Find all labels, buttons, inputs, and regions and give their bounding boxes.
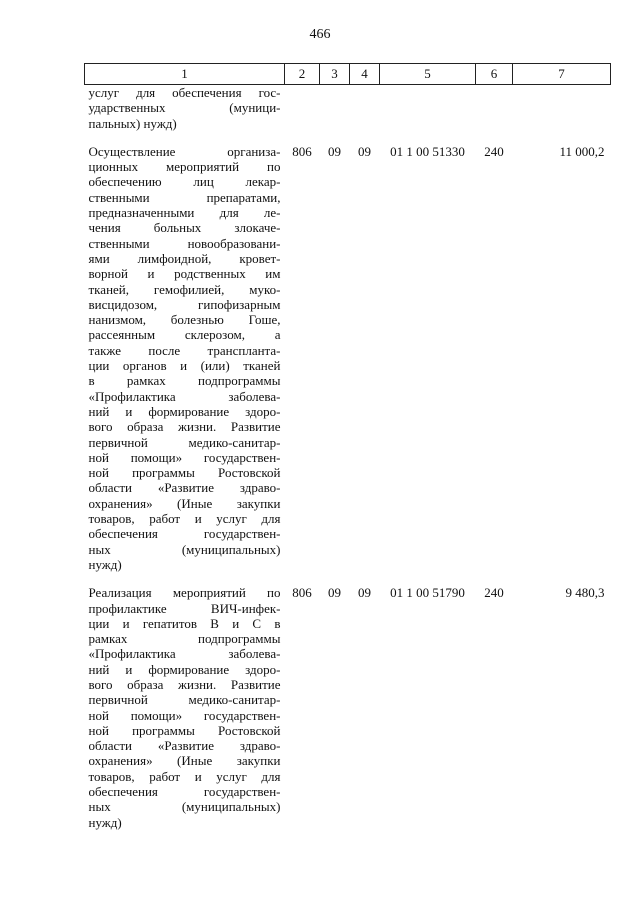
table-row [85,85,611,131]
name-line-last: нужд) [88,556,122,572]
name-line: обеспечения государствен- [88,784,281,800]
cell-expense-type: 240 [484,585,504,601]
name-line: ной программы Ростовской [88,722,281,738]
name-line: ной помощи» государствен- [88,707,281,723]
name-line: первичной медико-санитар- [88,692,281,708]
row-name-cell [85,85,285,131]
row-spacer [85,572,611,585]
name-line: «Профилактика заболева- [88,646,281,662]
name-line: ной помощи» государствен- [88,449,281,465]
name-line: тканей, гемофилией, муко- [88,281,281,297]
name-line: рамках подпрограммы [88,631,281,647]
cell-admin-code: 806 [292,143,312,159]
header-col-7: 7 [513,64,611,85]
cell-expense-type: 240 [484,143,504,159]
name-line: вого образа жизни. Развитие [88,419,281,435]
header-col-3: 3 [320,64,350,85]
name-line: ных (муниципальных) [88,799,281,815]
name-line: ний и формирование здоро- [88,661,281,677]
name-line: охранения» (Иные закупки [88,495,281,511]
cell-subsection: 09 [358,143,371,159]
name-line: ний и формирование здоро- [88,403,281,419]
cell-amount: 11 000,2 [559,143,605,159]
name-line: висцидозом, гипофизарным [88,296,281,312]
cell-expense-type [476,85,513,131]
cell-subsection [350,85,380,131]
name-line: Осуществление организа- [88,143,281,159]
name-line: услуг для обеспечения гос- [88,85,281,100]
page-number: 466 [309,27,331,42]
cell-section [320,85,350,131]
name-line: вого образа жизни. Развитие [88,676,281,692]
header-col-1: 1 [85,64,285,85]
name-line: нанизмом, болезнью Гоше, [88,312,281,328]
cell-target-article [380,85,476,131]
row-name-cell [85,585,285,830]
name-line: товаров, работ и услуг для [88,511,281,527]
header-col-6: 6 [476,64,513,85]
name-line-last: нужд) [88,814,122,830]
cell-target-article: 01 1 00 51790 [390,585,465,601]
name-line-last: пальных) нужд) [88,115,177,131]
cell-subsection: 09 [358,585,371,601]
cell-amount [513,85,611,131]
cell-amount: 9 480,3 [565,585,605,601]
name-line: рассеянным склерозом, а [88,327,281,343]
cell-section: 09 [328,143,341,159]
cell-target-article: 01 1 00 51330 [390,143,465,159]
name-line: «Профилактика заболева- [88,388,281,404]
name-line: области «Развитие здраво- [88,480,281,496]
name-line: профилактике ВИЧ-инфек- [88,600,281,616]
name-line: чения больных злокаче- [88,220,281,236]
table-row [85,585,611,830]
name-line: ями лимфоидной, кровет- [88,250,281,266]
name-line: ции и гепатитов B и C в [88,615,281,631]
header-col-5: 5 [380,64,476,85]
cell-admin-code [285,85,320,131]
cell-section: 09 [328,585,341,601]
name-line: также после транспланта- [88,342,281,358]
header-row [85,64,611,85]
row-name-cell [85,144,285,572]
name-line: ной программы Ростовской [88,465,281,481]
name-line: области «Развитие здраво- [88,738,281,754]
name-line: обеспечения государствен- [88,526,281,542]
name-line: первичной медико-санитар- [88,434,281,450]
name-line: предназначенными для ле- [88,205,281,221]
header-col-4: 4 [350,64,380,85]
name-line: ственными препаратами, [88,189,281,205]
name-line: ударственных (муници- [88,100,281,116]
table-row [85,144,611,572]
name-line: Реализация мероприятий по [88,585,281,601]
name-line: ных (муниципальных) [88,541,281,557]
name-line: охранения» (Иные закупки [88,753,281,769]
name-line: товаров, работ и услуг для [88,768,281,784]
row-spacer [85,131,611,144]
name-line: обеспечению лиц лекар- [88,174,281,190]
name-line: в рамках подпрограммы [88,373,281,389]
name-line: ственными новообразовани- [88,235,281,251]
name-line: ционных мероприятий по [88,159,281,175]
header-col-2: 2 [285,64,320,85]
cell-admin-code: 806 [292,585,312,601]
budget-table [84,63,611,830]
name-line: ции органов и (или) тканей [88,358,281,374]
name-line: ворной и родственных им [88,266,281,282]
